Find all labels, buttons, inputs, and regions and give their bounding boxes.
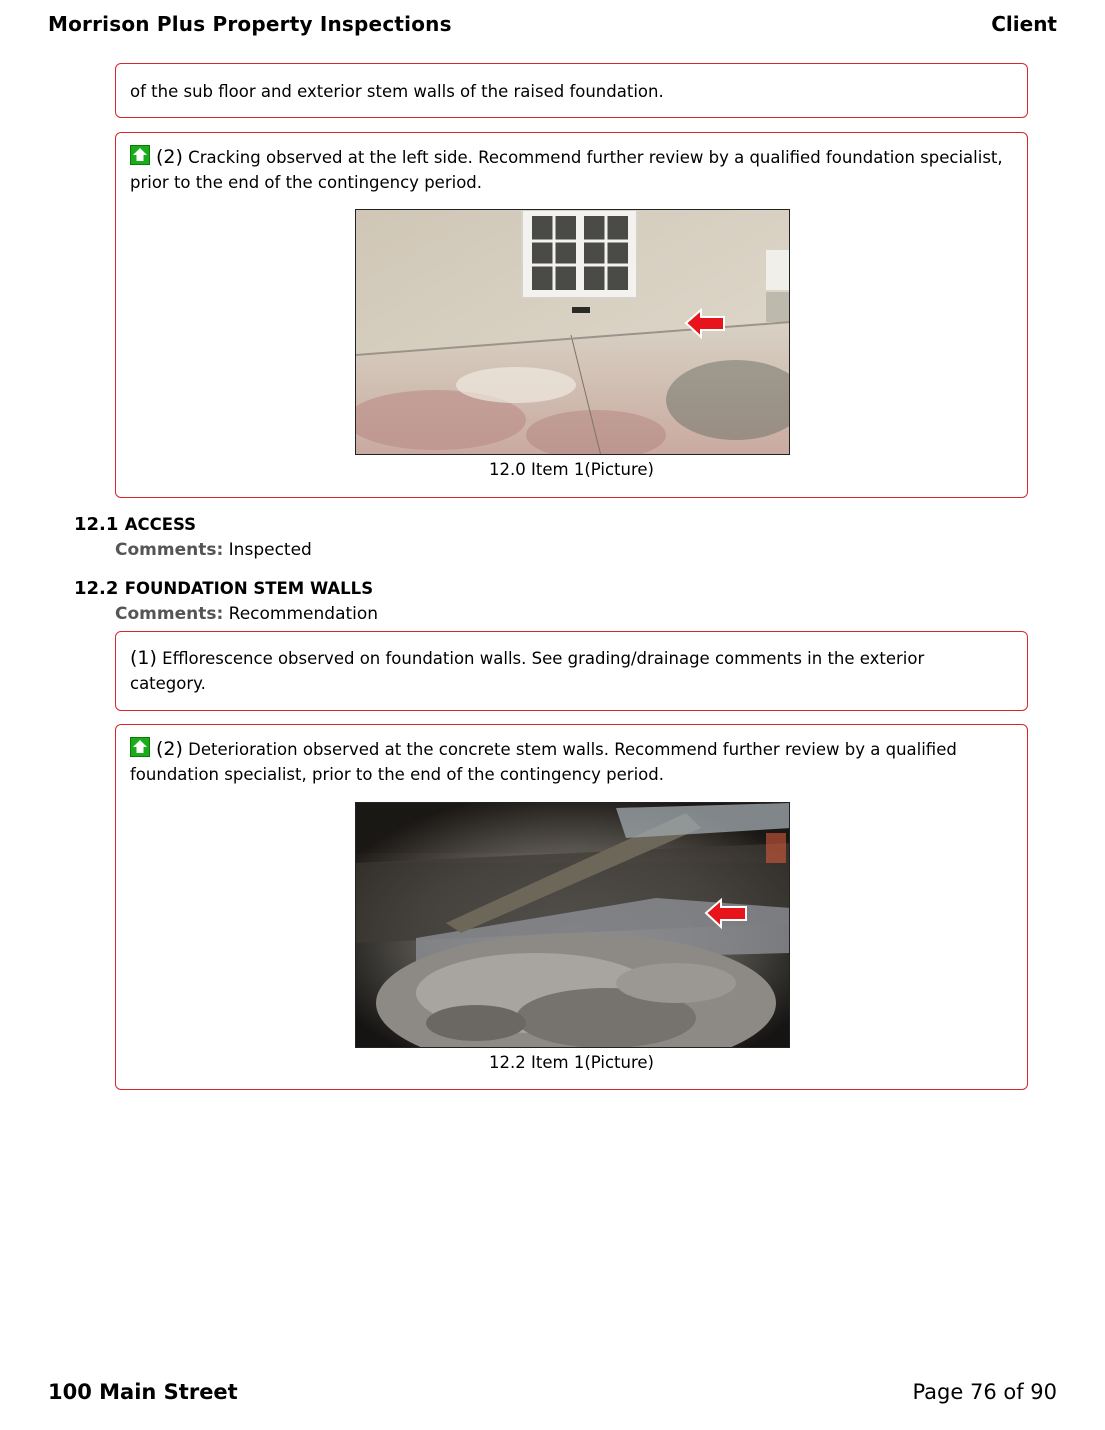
comment-text-block	[130, 145, 1003, 195]
comment-text-block	[130, 646, 1003, 696]
comments-12-1	[115, 540, 312, 560]
page-number: Page 76 of 90	[912, 1380, 1057, 1404]
page-footer	[48, 1380, 1057, 1410]
company-name: Morrison Plus Property Inspections	[48, 12, 452, 36]
home-icon	[130, 737, 150, 757]
item-number: (2)	[156, 738, 183, 760]
home-icon	[130, 145, 150, 165]
comments-12-2	[115, 604, 378, 624]
photo-caption: 12.0 Item 1(Picture)	[489, 460, 654, 479]
comment-box-12-2-2	[115, 724, 1028, 1090]
property-address: 100 Main Street	[48, 1380, 238, 1404]
comments-value: Inspected	[228, 540, 312, 560]
section-name: ACCESS	[124, 515, 196, 534]
comment-text-block	[130, 737, 1003, 787]
comment-text: Efflorescence observed on foundation walls. See grading/drainage comments in the exterior category.	[130, 649, 925, 693]
comments-label: Comments:	[115, 540, 224, 560]
section-title-12-2	[74, 578, 373, 599]
photo-stem-wall-deterioration[interactable]	[355, 802, 790, 1048]
item-number: (1)	[130, 647, 157, 669]
section-title-12-1	[74, 514, 196, 535]
client-label: Client	[991, 12, 1057, 36]
comments-label: Comments:	[115, 604, 224, 624]
comment-text: Cracking observed at the left side. Recommend further review by a qualified foundation specialist, prior to the end of the contingency period.	[130, 148, 1003, 192]
comment-text: of the sub floor and exterior stem walls of the raised foundation.	[130, 82, 664, 101]
comment-text: Deterioration observed at the concrete stem walls. Recommend further review by a qualified foundation specialist, prior to the end of the contingency period.	[130, 740, 957, 784]
comment-box-continued	[115, 63, 1028, 118]
section-number: 12.2	[74, 578, 119, 599]
item-number: (2)	[156, 146, 183, 168]
comment-box-12-2-1	[115, 631, 1028, 711]
section-number: 12.1	[74, 514, 119, 535]
photo-caption: 12.2 Item 1(Picture)	[489, 1053, 654, 1072]
page-header	[48, 12, 1057, 42]
comment-box-12-0-2	[115, 132, 1028, 498]
comments-value: Recommendation	[228, 604, 379, 624]
photo-crack-left-side[interactable]	[355, 209, 790, 455]
section-name: FOUNDATION STEM WALLS	[124, 579, 374, 598]
